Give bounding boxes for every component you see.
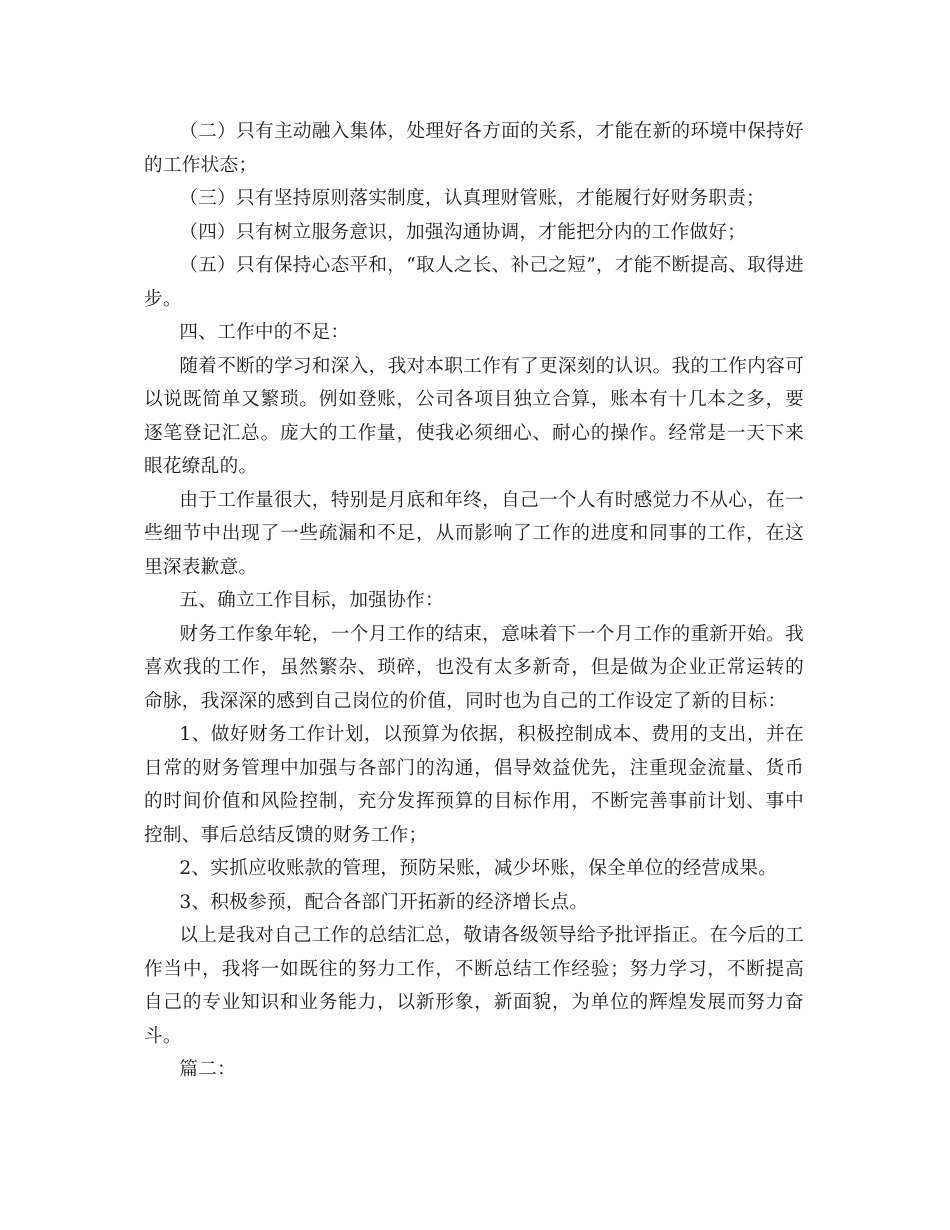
paragraph-item-5: （五）只有保持心态平和，“取人之长、补己之短”，才能不断提高、取得进步。 [144,255,804,310]
paragraph-conclusion: 以上是我对自己工作的总结汇总，敬请各级领导给予批评指正。在今后的工作当中，我将一如既往的努力工作，不断总结工作经验；努力学习，不断提高自己的专业知识和业务能力，以新形象，新面貌，为单位的辉煌发展而努力奋斗。 [144,925,804,1047]
paragraph-shortcomings-1: 随着不断的学习和深入，我对本职工作有了更深刻的认识。我的工作内容可以说既简单又繁琐。例如登账，公司各项目独立合算，账本有十几本之多，要逐笔登记汇总。庞大的工作量，使我必须细心、耐心的操作。经常是一天下来眼花缭乱的。 [144,355,804,477]
section-heading-shortcomings: 四、工作中的不足： [179,322,350,343]
section-heading-part-two: 篇二： [179,1059,237,1080]
goal-item-3: 3、积极参预，配合各部门开拓新的经济增长点。 [179,891,589,913]
document-body [144,115,804,1087]
section-heading-goals: 五、确立工作目标，加强协作： [179,590,444,611]
paragraph-goals-intro: 财务工作象年轮，一个月工作的结束，意味着下一个月工作的重新开始。我喜欢我的工作，虽然繁杂、琐碎，也没有太多新奇，但是做为企业正常运转的命脉，我深深的感到自己岗位的价值，同时也为自己的工作设定了新的目标： [144,623,804,712]
paragraph-item-4: （四）只有树立服务意识，加强沟通协调，才能把分内的工作做好； [179,221,747,243]
goal-item-2: 2、实抓应收账款的管理，预防呆账，减少坏账，保全单位的经营成果。 [179,858,778,879]
paragraph-item-3: （三）只有坚持原则落实制度，认真理财管账，才能履行好财务职责； [179,188,766,209]
paragraph-item-2: （二）只有主动融入集体，处理好各方面的关系，才能在新的环境中保持好的工作状态； [144,121,804,176]
paragraph-shortcomings-2: 由于工作量很大，特别是月底和年终，自己一个人有时感觉力不从心，在一些细节中出现了一些疏漏和不足，从而影响了工作的进度和同事的工作，在这里深表歉意。 [144,489,804,578]
goal-item-1: 1、做好财务工作计划，以预算为依据，积极控制成本、费用的支出，并在日常的财务管理中加强与各部门的沟通，倡导效益优先，注重现金流量、货币的时间价值和风险控制，充分发挥预算的目标作用，不断完善事前计划、事中控制、事后总结反馈的财务工作； [144,724,804,846]
